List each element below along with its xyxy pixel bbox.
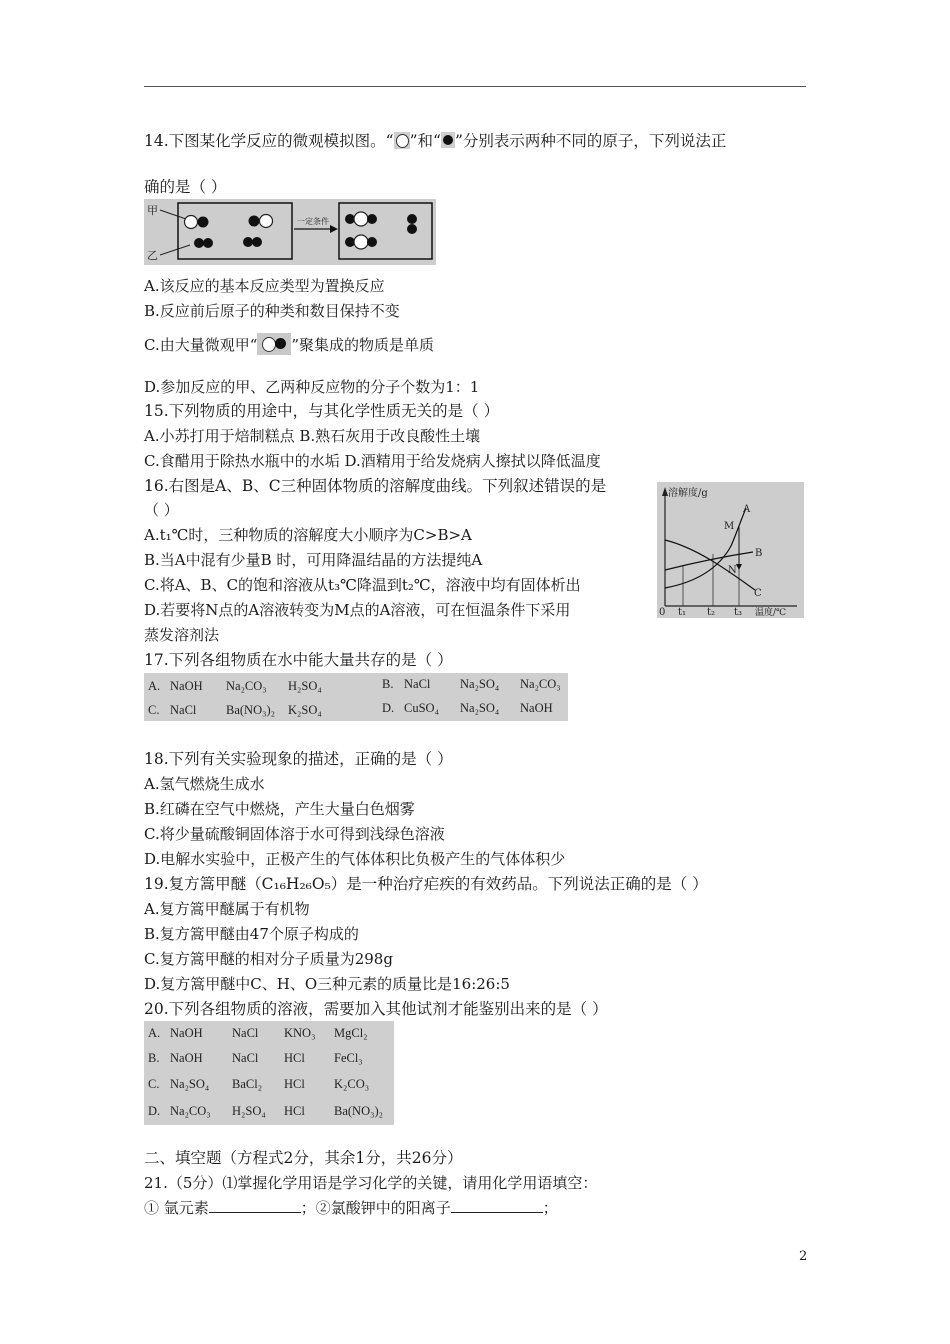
- q14-stem-line2: 确的是（ ）: [144, 178, 227, 196]
- q17-a-2: Na₂CO₃: [226, 679, 267, 693]
- product-1-solid-right: [367, 214, 377, 224]
- q16-option-b: B.当A中混有少量B 时，可用降温结晶的方法提纯A: [144, 551, 483, 569]
- q17-d-label: D.: [382, 701, 395, 715]
- q17-d-3: NaOH: [520, 701, 553, 715]
- q16-option-a: A.t₁℃时，三种物质的溶解度大小顺序为C>B>A: [144, 526, 472, 544]
- q20-d-4: Ba(NO₃)₂: [334, 1104, 383, 1118]
- chart-xlabel: 温度/℃: [755, 608, 787, 618]
- q18-option-b: B.红磷在空气中燃烧，产生大量白色烟雾: [144, 800, 415, 818]
- label-B: B: [755, 548, 763, 559]
- section2-heading: 二、填空题（方程式2分，其余1分，共26分）: [144, 1149, 463, 1167]
- q17-c-label: C.: [148, 703, 160, 717]
- q20-b-4: FeCl₃: [334, 1051, 363, 1065]
- product-1-hollow: [354, 212, 368, 226]
- reactant-jia-hollow: [185, 216, 198, 229]
- label-M: M: [724, 521, 735, 532]
- q20-a-label: A.: [148, 1026, 161, 1040]
- q20-a-3: KNO₃: [284, 1026, 316, 1040]
- q14-option-b: B.反应前后原子的种类和数目保持不变: [144, 302, 400, 320]
- chart-ylabel: 溶解度/g: [668, 488, 708, 499]
- q20-a-4: MgCl₂: [334, 1026, 368, 1040]
- q18-stem: 18.下列有关实验现象的描述，正确的是（ ）: [144, 750, 453, 768]
- q21-fill-line: ① 氩元素 ；②氯酸钾中的阳离子 ；: [144, 1199, 558, 1217]
- q18-option-d: D.电解水实验中，正极产生的气体体积比负极产生的气体体积少: [144, 850, 566, 868]
- q17-c-2: Ba(NO₃)₂: [226, 703, 275, 717]
- q17-d-1: CuSO₄: [404, 701, 439, 715]
- answer-blank-2[interactable]: [451, 1198, 543, 1213]
- q17-stem: 17.下列各组物质在水中能大量共存的是（ ）: [144, 651, 453, 669]
- solubility-chart: [657, 482, 804, 618]
- reactant-yi-solid-1: [194, 238, 204, 248]
- q16-option-d-cont: 蒸发溶剂法: [144, 626, 220, 644]
- chart-origin: 0: [659, 607, 666, 618]
- product-3-solid-1: [407, 214, 417, 224]
- q18-option-c: C.将少量硫酸铜固体溶于水可得到浅绿色溶液: [144, 825, 445, 843]
- reactant-jia2-hollow: [260, 215, 273, 228]
- product-2-hollow: [354, 235, 368, 249]
- q17-b-2: Na₂SO₄: [460, 677, 500, 691]
- reactant-yi2-solid-2: [252, 237, 262, 247]
- q15-stem: 15.下列物质的用途中，与其化学性质无关的是（ ）: [144, 402, 500, 420]
- reactant-yi2-solid-1: [243, 237, 253, 247]
- q19-option-c: C.复方篙甲醚的相对分子质量为298g: [144, 950, 393, 968]
- label-yi: 乙: [147, 249, 158, 262]
- q19-stem: 19.复方篙甲醚（C₁₆H₂₆O₅）是一种治疗疟疾的有效药品。下列说法正确的是（ ）: [144, 875, 708, 893]
- q14-option-a: A.该反应的基本反应类型为置换反应: [144, 277, 385, 295]
- q17-a-3: H₂SO₄: [288, 679, 322, 693]
- q20-c-2: BaCl₂: [232, 1077, 263, 1091]
- reactant-jia2-solid: [249, 216, 260, 227]
- q14-option-c: C.由大量微观甲“ ”聚集成的物质是单质: [144, 333, 434, 355]
- q17-b-3: Na₂CO₃: [520, 677, 561, 691]
- q19-option-d: D.复方篙甲醚中C、H、O三种元素的质量比是16:26:5: [144, 975, 510, 993]
- reactant-jia-solid: [198, 217, 209, 228]
- q20-c-3: HCl: [284, 1077, 305, 1091]
- label-jia: 甲: [147, 204, 158, 217]
- q19-option-a: A.复方篙甲醚属于有机物: [144, 900, 310, 918]
- solid-atom-icon: [441, 132, 455, 148]
- q20-c-1: Na₂SO₄: [170, 1077, 210, 1091]
- q20-options-box: [144, 1021, 394, 1125]
- q15-options-row2: C.食醋用于除热水瓶中的水垢 D.酒精用于给发烧病人擦拭以降低温度: [144, 452, 601, 470]
- q20-d-1: Na₂CO₃: [170, 1104, 211, 1118]
- page-number: 2: [799, 1249, 808, 1264]
- q16-stem-line2: （ ）: [144, 501, 179, 519]
- q20-b-label: B.: [148, 1051, 160, 1065]
- q20-d-label: D.: [148, 1104, 161, 1118]
- label-C: C: [754, 588, 762, 599]
- header-rule: [144, 86, 806, 87]
- q14-option-d: D.参加反应的甲、乙两种反应物的分子个数为1：1: [144, 378, 480, 396]
- q20-c-4: K₂CO₃: [334, 1077, 370, 1091]
- hollow-atom-icon: [394, 132, 410, 149]
- q17-d-2: Na₂SO₄: [460, 701, 500, 715]
- reactant-yi-solid-2: [203, 238, 213, 248]
- q14-stem: 14.下图某化学反应的微观模拟图。“ ”和“ ”分别表示两种不同的原子，下列说法正: [144, 132, 727, 150]
- tick-t1: t₁: [678, 607, 687, 618]
- molecule-jia-icon: [257, 333, 291, 355]
- q14-reaction-diagram: [144, 199, 436, 265]
- q15-options-row1: A.小苏打用于焙制糕点 B.熟石灰用于改良酸性土壤: [144, 427, 481, 445]
- q21-stem: 21.（5分）⑴掌握化学用语是学习化学的关键，请用化学用语填空：: [144, 1174, 598, 1192]
- q20-b-1: NaOH: [170, 1051, 203, 1065]
- q16-option-c: C.将A、B、C的饱和溶液从t₃℃降温到t₂℃，溶液中均有固体析出: [144, 576, 581, 594]
- label-A: A: [743, 504, 751, 515]
- q17-b-label: B.: [382, 677, 394, 691]
- arrow-label: 一定条件: [297, 217, 329, 226]
- q20-d-3: HCl: [284, 1104, 305, 1118]
- product-3-solid-2: [407, 224, 417, 234]
- q19-option-b: B.复方篙甲醚由47个原子构成的: [144, 925, 359, 943]
- q17-options-box: [144, 673, 568, 721]
- q17-b-1: NaCl: [404, 677, 431, 691]
- q16-option-d: D.若要将N点的A溶液转变为M点的A溶液，可在恒温条件下采用: [144, 601, 571, 619]
- q17-a-1: NaOH: [170, 679, 203, 693]
- answer-blank-1[interactable]: [209, 1198, 301, 1213]
- q20-b-3: HCl: [284, 1051, 305, 1065]
- q17-c-3: K₂SO₄: [288, 703, 322, 717]
- q20-a-2: NaCl: [232, 1026, 259, 1040]
- q17-c-1: NaCl: [170, 703, 197, 717]
- label-N: N: [728, 565, 737, 576]
- q20-d-2: H₂SO₄: [232, 1104, 266, 1118]
- q20-stem: 20.下列各组物质的溶液，需要加入其他试剂才能鉴别出来的是（ ）: [144, 1000, 608, 1018]
- q18-option-a: A.氢气燃烧生成水: [144, 775, 265, 793]
- product-2-solid-right: [367, 237, 377, 247]
- q16-stem: 16.右图是A、B、C三种固体物质的溶解度曲线。下列叙述错误的是: [144, 477, 607, 495]
- q17-a-label: A.: [148, 679, 161, 693]
- q20-b-2: NaCl: [232, 1051, 259, 1065]
- tick-t2: t₂: [707, 607, 716, 618]
- q20-a-1: NaOH: [170, 1026, 203, 1040]
- q20-c-label: C.: [148, 1077, 160, 1091]
- tick-t3: t₃: [734, 607, 743, 618]
